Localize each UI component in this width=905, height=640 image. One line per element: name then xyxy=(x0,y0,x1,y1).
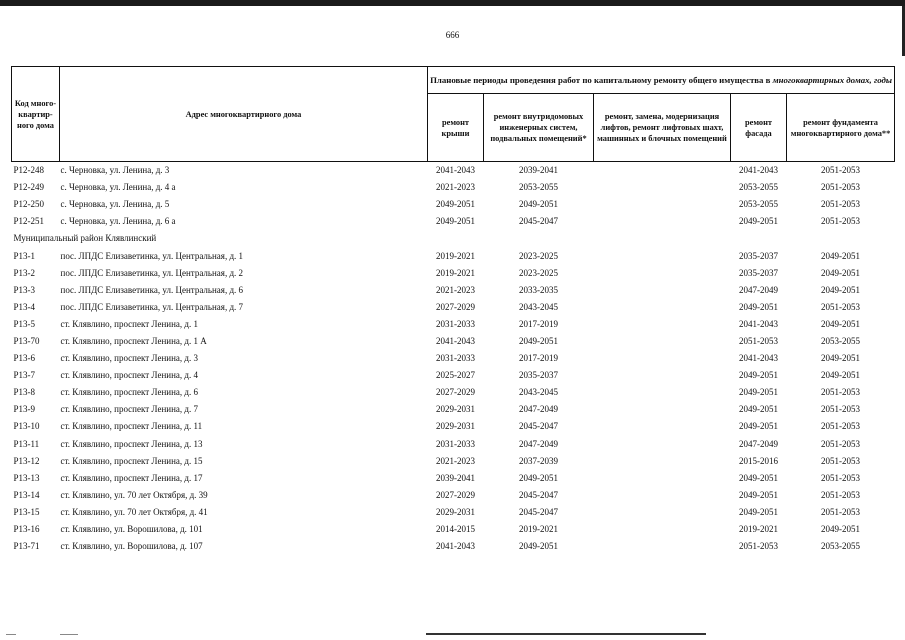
table-row xyxy=(12,538,895,555)
page-number: 666 xyxy=(445,30,460,40)
cell-foundation: 2051-2053 xyxy=(821,199,861,210)
cell-code: Р13-16 xyxy=(13,524,40,535)
cell-roof: 2041-2043 xyxy=(436,165,475,176)
header-facade: ремонт фасада xyxy=(731,94,787,162)
scan-bottom-line xyxy=(426,633,706,635)
cell-roof: 2039-2041 xyxy=(436,472,475,483)
district-row xyxy=(12,230,895,247)
header-lifts: ремонт, замена, модернизация лифтов, ремонт лифтовых шахт, машинных и блочных помещений xyxy=(594,94,731,162)
cell-facade: 2035-2037 xyxy=(739,267,778,278)
repair-schedule-table xyxy=(11,66,895,555)
cell-address: пос. ЛПДС Елизаветинка, ул. Центральная, д. 7 xyxy=(60,301,244,312)
cell-code: Р13-7 xyxy=(13,370,36,381)
cell-code: Р13-10 xyxy=(13,421,40,432)
cell-facade: 2049-2051 xyxy=(739,421,778,432)
cell-code: Р13-4 xyxy=(13,301,36,312)
table-row xyxy=(12,487,895,504)
cell-lifts xyxy=(594,418,731,435)
cell-lifts xyxy=(594,247,731,264)
cell-roof: 2014-2015 xyxy=(436,524,475,535)
scan-artifact xyxy=(60,634,78,635)
cell-address: ст. Клявлино, проспект Ленина, д. 4 xyxy=(60,370,198,381)
cell-facade: 2049-2051 xyxy=(739,301,778,312)
cell-facade: 2049-2051 xyxy=(739,404,778,415)
cell-roof: 2019-2021 xyxy=(436,267,475,278)
cell-code: Р13-13 xyxy=(13,472,40,483)
cell-lifts xyxy=(594,196,731,213)
cell-systems: 2047-2049 xyxy=(519,404,558,415)
header-group xyxy=(428,67,895,94)
cell-lifts xyxy=(594,350,731,367)
cell-code: Р13-12 xyxy=(13,455,40,466)
cell-systems: 2047-2049 xyxy=(519,438,558,449)
cell-systems: 2049-2051 xyxy=(519,335,558,346)
cell-lifts xyxy=(594,453,731,470)
cell-systems: 2049-2051 xyxy=(519,541,558,552)
cell-code: Р13-9 xyxy=(13,404,36,415)
cell-lifts xyxy=(594,436,731,453)
cell-systems: 2033-2035 xyxy=(519,284,558,295)
header-group-subtitle: многоквартирных домах, годы xyxy=(772,74,892,85)
scan-artifact xyxy=(6,634,16,635)
table-row xyxy=(12,367,895,384)
cell-foundation: 2049-2051 xyxy=(821,353,861,364)
cell-foundation: 2051-2053 xyxy=(821,421,861,432)
cell-systems: 2045-2047 xyxy=(519,421,558,432)
cell-lifts xyxy=(594,538,731,555)
cell-foundation: 2051-2053 xyxy=(821,216,861,227)
cell-lifts xyxy=(594,401,731,418)
cell-foundation: 2051-2053 xyxy=(821,301,861,312)
cell-code: Р13-5 xyxy=(13,318,36,329)
cell-roof: 2031-2033 xyxy=(436,353,475,364)
cell-roof: 2029-2031 xyxy=(436,421,475,432)
cell-facade: 2049-2051 xyxy=(739,370,778,381)
cell-foundation: 2051-2053 xyxy=(821,387,861,398)
table-row xyxy=(12,299,895,316)
cell-code: Р13-15 xyxy=(13,506,40,517)
table-row xyxy=(12,247,895,264)
header-foundation: ремонт фундамента многоквартирного дома** xyxy=(787,94,895,162)
cell-roof: 2021-2023 xyxy=(436,284,475,295)
cell-systems: 2045-2047 xyxy=(519,489,558,500)
cell-roof: 2027-2029 xyxy=(436,489,475,500)
cell-lifts xyxy=(594,299,731,316)
cell-lifts xyxy=(594,470,731,487)
cell-code: Р13-14 xyxy=(13,489,40,500)
cell-systems: 2017-2019 xyxy=(519,318,558,329)
cell-roof: 2027-2029 xyxy=(436,387,475,398)
cell-roof: 2049-2051 xyxy=(436,216,475,227)
cell-systems: 2035-2037 xyxy=(519,370,558,381)
cell-code: Р12-248 xyxy=(13,165,45,176)
cell-systems: 2039-2041 xyxy=(519,165,558,176)
cell-roof: 2029-2031 xyxy=(436,506,475,517)
cell-systems: 2045-2047 xyxy=(519,216,558,227)
cell-code: Р13-2 xyxy=(13,267,36,278)
cell-code: Р13-6 xyxy=(13,353,36,364)
cell-foundation: 2051-2053 xyxy=(821,472,861,483)
cell-address: с. Черновка, ул. Ленина, д. 4 а xyxy=(60,182,176,193)
cell-systems: 2043-2045 xyxy=(519,301,558,312)
cell-systems: 2049-2051 xyxy=(519,199,558,210)
cell-facade: 2015-2016 xyxy=(739,455,778,466)
cell-address: ст. Клявлино, проспект Ленина, д. 3 xyxy=(60,353,198,364)
cell-code: Р13-11 xyxy=(13,438,40,449)
table-row xyxy=(12,418,895,435)
cell-lifts xyxy=(594,282,731,299)
header-address: Адрес многоквартирного дома xyxy=(60,67,428,162)
table-row xyxy=(12,453,895,470)
cell-foundation: 2051-2053 xyxy=(821,506,861,517)
cell-facade: 2051-2053 xyxy=(739,541,778,552)
cell-foundation: 2051-2053 xyxy=(821,165,861,176)
cell-facade: 2041-2043 xyxy=(739,165,778,176)
cell-systems: 2017-2019 xyxy=(519,353,558,364)
cell-address: ст. Клявлино, проспект Ленина, д. 1 А xyxy=(60,335,207,346)
cell-roof: 2021-2023 xyxy=(436,455,475,466)
cell-facade: 2049-2051 xyxy=(739,472,778,483)
cell-foundation: 2049-2051 xyxy=(821,250,861,261)
table-row xyxy=(12,213,895,230)
cell-code: Р13-71 xyxy=(13,541,40,552)
cell-foundation: 2053-2055 xyxy=(821,541,861,552)
table-row xyxy=(12,162,895,180)
cell-lifts xyxy=(594,487,731,504)
cell-facade: 2049-2051 xyxy=(739,506,778,517)
cell-systems: 2049-2051 xyxy=(519,472,558,483)
cell-facade: 2047-2049 xyxy=(739,438,778,449)
cell-roof: 2031-2033 xyxy=(436,318,475,329)
header-roof: ремонт крыши xyxy=(428,94,484,162)
cell-address: с. Черновка, ул. Ленина, д. 5 xyxy=(60,199,170,210)
cell-foundation: 2049-2051 xyxy=(821,524,861,535)
cell-lifts xyxy=(594,504,731,521)
cell-facade: 2019-2021 xyxy=(739,524,778,535)
table-row xyxy=(12,470,895,487)
scan-top-border xyxy=(0,0,905,6)
cell-address: ст. Клявлино, проспект Ленина, д. 15 xyxy=(60,455,203,466)
table-body xyxy=(12,162,895,556)
cell-systems: 2043-2045 xyxy=(519,387,558,398)
header-systems: ремонт внутридомовых инженерных систем, подвальных помещений* xyxy=(484,94,594,162)
table-row xyxy=(12,436,895,453)
cell-lifts xyxy=(594,316,731,333)
cell-address: ст. Клявлино, проспект Ленина, д. 13 xyxy=(60,438,203,449)
cell-facade: 2047-2049 xyxy=(739,284,778,295)
table-row xyxy=(12,282,895,299)
cell-foundation: 2049-2051 xyxy=(821,267,861,278)
cell-lifts xyxy=(594,179,731,196)
cell-facade: 2035-2037 xyxy=(739,250,778,261)
cell-address: ст. Клявлино, ул. 70 лет Октября, д. 41 xyxy=(60,506,208,517)
cell-address: ст. Клявлино, проспект Ленина, д. 1 xyxy=(60,318,198,329)
cell-foundation: 2051-2053 xyxy=(821,182,861,193)
cell-lifts xyxy=(594,384,731,401)
cell-address: ст. Клявлино, проспект Ленина, д. 7 xyxy=(60,404,198,415)
cell-code: Р13-3 xyxy=(13,284,36,295)
cell-foundation: 2051-2053 xyxy=(821,455,861,466)
cell-code: Р13-1 xyxy=(13,250,36,261)
cell-address: ст. Клявлино, ул. Ворошилова, д. 107 xyxy=(60,541,203,552)
cell-code: Р12-249 xyxy=(13,182,45,193)
district-name: Муниципальный район Клявлинский xyxy=(13,233,157,244)
cell-address: ст. Клявлино, проспект Ленина, д. 11 xyxy=(60,421,203,432)
cell-address: пос. ЛПДС Елизаветинка, ул. Центральная, д. 2 xyxy=(60,267,244,278)
cell-systems: 2037-2039 xyxy=(519,455,558,466)
cell-facade: 2041-2043 xyxy=(739,353,778,364)
table-row xyxy=(12,384,895,401)
cell-facade: 2041-2043 xyxy=(739,318,778,329)
cell-address: пос. ЛПДС Елизаветинка, ул. Центральная, д. 6 xyxy=(60,284,244,295)
cell-facade: 2053-2055 xyxy=(739,182,778,193)
cell-code: Р12-250 xyxy=(13,199,45,210)
cell-roof: 2041-2043 xyxy=(436,541,475,552)
cell-address: ст. Клявлино, проспект Ленина, д. 17 xyxy=(60,472,203,483)
cell-lifts xyxy=(594,213,731,230)
cell-systems: 2019-2021 xyxy=(519,524,558,535)
header-group-title: Плановые периоды проведения работ по капитальному ремонту общего имущества в xyxy=(430,74,771,85)
cell-roof: 2041-2043 xyxy=(436,335,475,346)
cell-lifts xyxy=(594,367,731,384)
cell-foundation: 2049-2051 xyxy=(821,284,861,295)
cell-lifts xyxy=(594,265,731,282)
table-row xyxy=(12,521,895,538)
table-row xyxy=(12,316,895,333)
cell-roof: 2029-2031 xyxy=(436,404,475,415)
table-row xyxy=(12,350,895,367)
cell-roof: 2021-2023 xyxy=(436,182,475,193)
cell-lifts xyxy=(594,521,731,538)
table-row xyxy=(12,401,895,418)
cell-roof: 2025-2027 xyxy=(436,370,475,381)
cell-foundation: 2049-2051 xyxy=(821,318,861,329)
cell-address: ст. Клявлино, проспект Ленина, д. 6 xyxy=(60,387,198,398)
table-row xyxy=(12,179,895,196)
cell-address: ст. Клявлино, ул. 70 лет Октября, д. 39 xyxy=(60,489,208,500)
cell-foundation: 2051-2053 xyxy=(821,404,861,415)
cell-address: ст. Клявлино, ул. Ворошилова, д. 101 xyxy=(60,524,203,535)
cell-address: пос. ЛПДС Елизаветинка, ул. Центральная, д. 1 xyxy=(60,250,244,261)
table-row xyxy=(12,196,895,213)
cell-facade: 2053-2055 xyxy=(739,199,778,210)
cell-code: Р13-70 xyxy=(13,335,40,346)
cell-facade: 2049-2051 xyxy=(739,216,778,227)
cell-roof: 2049-2051 xyxy=(436,199,475,210)
header-code: Код много-квартир-ного дома xyxy=(12,67,60,162)
cell-facade: 2049-2051 xyxy=(739,489,778,500)
cell-lifts xyxy=(594,162,731,180)
table-row xyxy=(12,265,895,282)
cell-systems: 2023-2025 xyxy=(519,267,558,278)
cell-foundation: 2053-2055 xyxy=(821,335,861,346)
cell-code: Р13-8 xyxy=(13,387,36,398)
cell-foundation: 2051-2053 xyxy=(821,489,861,500)
table-row xyxy=(12,333,895,350)
cell-foundation: 2051-2053 xyxy=(821,438,861,449)
cell-roof: 2027-2029 xyxy=(436,301,475,312)
cell-lifts xyxy=(594,333,731,350)
cell-address: с. Черновка, ул. Ленина, д. 3 xyxy=(60,165,170,176)
cell-systems: 2053-2055 xyxy=(519,182,558,193)
cell-facade: 2049-2051 xyxy=(739,387,778,398)
cell-facade: 2051-2053 xyxy=(739,335,778,346)
cell-roof: 2031-2033 xyxy=(436,438,475,449)
cell-code: Р12-251 xyxy=(13,216,45,227)
cell-systems: 2045-2047 xyxy=(519,506,558,517)
table-row xyxy=(12,504,895,521)
cell-systems: 2023-2025 xyxy=(519,250,558,261)
cell-roof: 2019-2021 xyxy=(436,250,475,261)
cell-address: с. Черновка, ул. Ленина, д. 6 а xyxy=(60,216,176,227)
cell-foundation: 2049-2051 xyxy=(821,370,861,381)
